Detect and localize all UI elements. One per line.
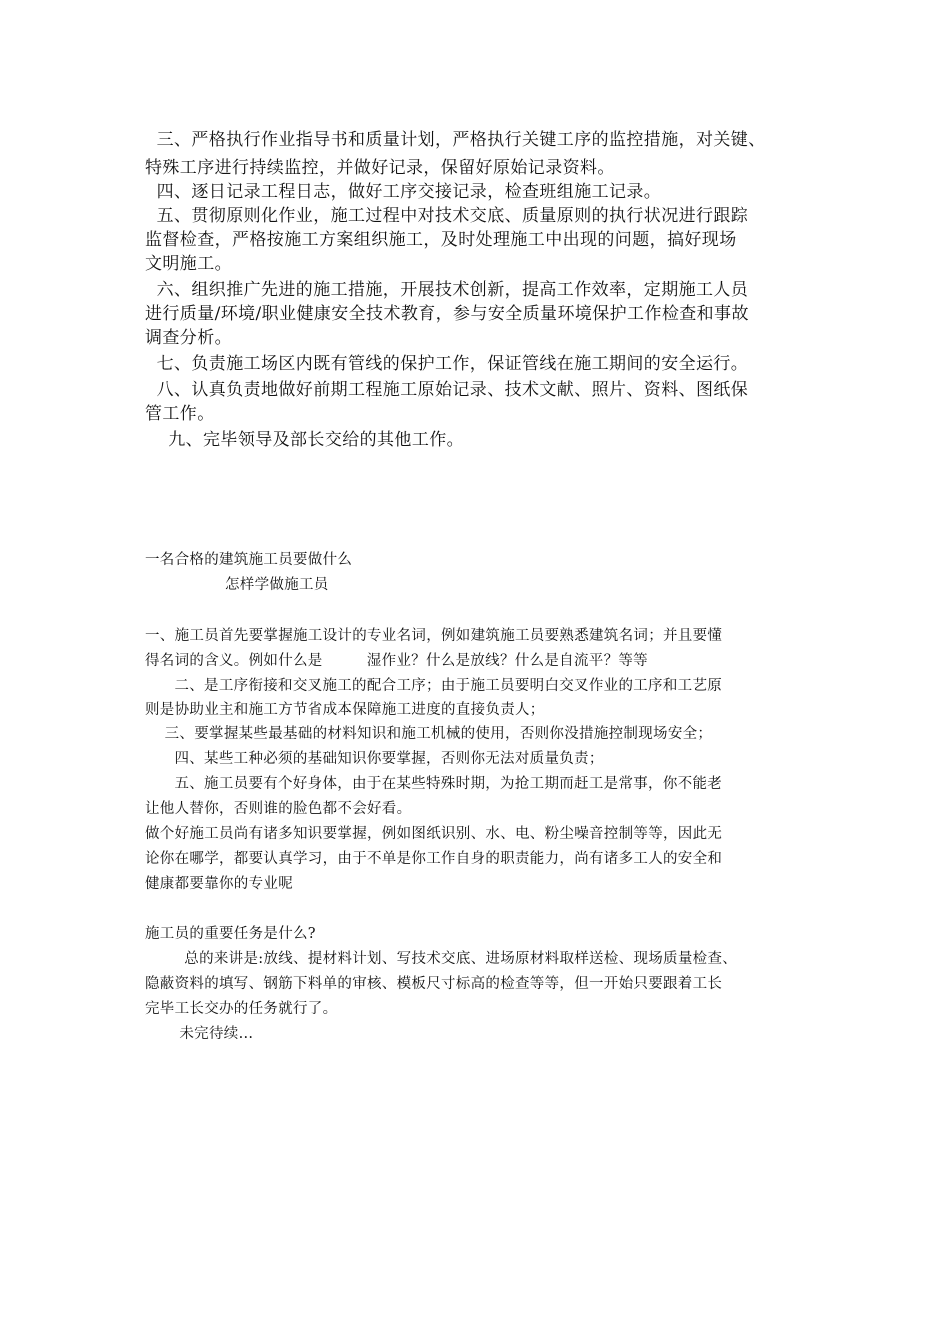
point-two-line-1: 二、是工序衔接和交叉施工的配合工序；由于施工员要明白交叉作业的工序和工艺原	[145, 678, 723, 694]
duty-four-line-1: 四、逐日记录工程日志，做好工序交接记录，检查班组施工记录。	[145, 182, 662, 202]
summary-line-3: 健康都要靠你的专业呢	[145, 876, 293, 892]
duty-eight-line-2: 管工作。	[145, 404, 215, 424]
duty-three-line-1: 三、严格执行作业指导书和质量计划，严格执行关键工序的监控措施，对关键、	[145, 130, 766, 150]
section-title: 一名合格的建筑施工员要做什么	[145, 552, 353, 568]
point-five-line-2: 让他人替你，否则谁的脸色都不会好看。	[145, 801, 412, 817]
tasks-title: 施工员的重要任务是什么?	[145, 926, 316, 942]
point-two-line-2: 则是协助业主和施工方节省成本保障施工进度的直接负责人；	[145, 702, 545, 718]
duty-five-line-1: 五、贯彻原则化作业，施工过程中对技术交底、质量原则的执行状况进行跟踪	[145, 206, 749, 226]
duty-six-line-1: 六、组织推广先进的施工措施，开展技术创新，提高工作效率，定期施工人员	[145, 280, 749, 300]
duty-eight-line-1: 八、认真负责地做好前期工程施工原始记录、技术文献、照片、资料、图纸保	[145, 380, 749, 400]
tasks-line-1: 总的来讲是:放线、提材料计划、写技术交底、进场原材料取样送检、现场质量检查、	[145, 951, 738, 967]
tasks-line-2: 隐蔽资料的填写、钢筋下料单的审核、模板尺寸标高的检查等等，但一开始只要跟着工长	[145, 976, 723, 992]
summary-line-1: 做个好施工员尚有诸多知识要掌握，例如图纸识别、水、电、粉尘噪音控制等等，因此无	[145, 826, 723, 842]
tasks-line-3: 完毕工长交办的任务就行了。	[145, 1001, 338, 1017]
duty-six-line-2: 进行质量/环境/职业健康安全技术教育，参与安全质量环境保护工作检查和事故	[145, 304, 749, 324]
duty-three-line-2: 特殊工序进行持续监控，并做好记录，保留好原始记录资料。	[145, 158, 615, 178]
point-three-line-1: 三、要掌握某些最基础的材料知识和施工机械的使用，否则你没措施控制现场安全；	[145, 726, 713, 742]
point-four-line-1: 四、某些工种必须的基础知识你要掌握，否则你无法对质量负责；	[145, 751, 604, 767]
to-be-continued: 未完待续...	[145, 1026, 254, 1042]
duty-five-line-2: 监督检查，严格按施工方案组织施工，及时处理施工中出现的问题，搞好现场	[145, 230, 737, 250]
duty-nine-line-1: 九、完毕领导及部长交给的其他工作。	[145, 430, 465, 450]
duty-seven-line-1: 七、负责施工场区内既有管线的保护工作，保证管线在施工期间的安全运行。	[145, 354, 749, 374]
point-one-line-1: 一、施工员首先要掌握施工设计的专业名词，例如建筑施工员要熟悉建筑名词；并且要懂	[145, 628, 723, 644]
duty-six-line-3: 调查分析。	[145, 328, 232, 348]
point-one-line-2: 得名词的含义。例如什么是 湿作业？什么是放线？什么是自流平？等等	[145, 653, 648, 669]
point-five-line-1: 五、施工员要有个好身体，由于在某些特殊时期，为抢工期而赶工是常事，你不能老	[145, 776, 723, 792]
summary-line-2: 论你在哪学，都要认真学习，由于不单是你工作自身的职责能力，尚有诸多工人的安全和	[145, 851, 723, 867]
section-subtitle: 怎样学做施工员	[225, 577, 329, 593]
duty-five-line-3: 文明施工。	[145, 254, 232, 274]
